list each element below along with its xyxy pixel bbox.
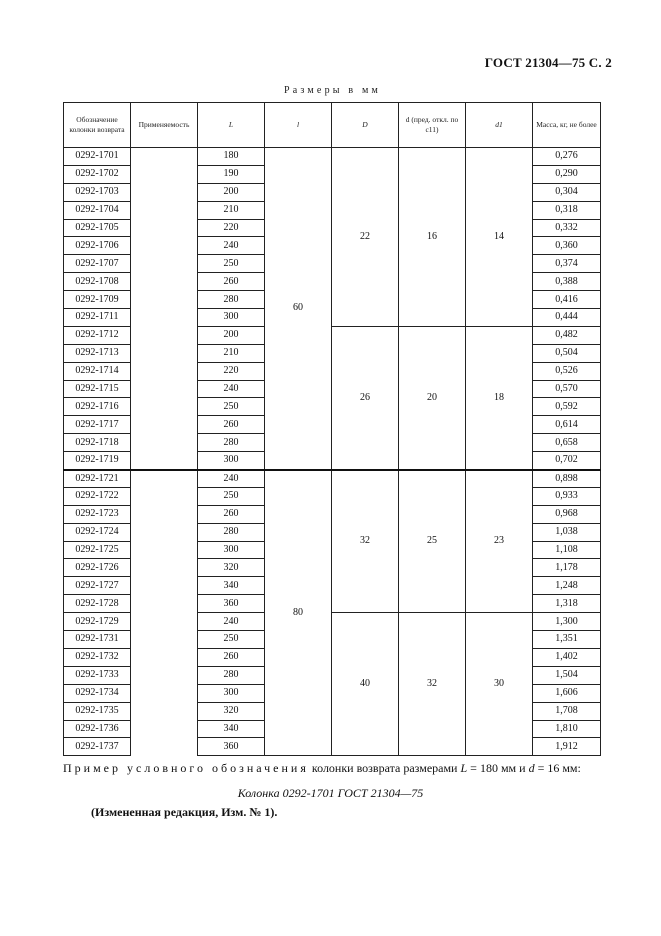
L-cell: 200 — [198, 326, 265, 344]
mass-cell: 0,416 — [533, 291, 601, 309]
L-cell: 210 — [198, 201, 265, 219]
mass-cell: 0,304 — [533, 183, 601, 201]
L-cell: 240 — [198, 380, 265, 398]
mass-cell: 0,592 — [533, 398, 601, 416]
L-cell: 250 — [198, 255, 265, 273]
mass-cell: 0,658 — [533, 434, 601, 452]
L-cell: 280 — [198, 434, 265, 452]
column-header: Применяемость — [131, 103, 198, 148]
d1-cell: 23 — [466, 470, 533, 613]
applicability-cell — [131, 398, 198, 416]
L-cell: 280 — [198, 523, 265, 541]
designation-cell: 0292-1734 — [64, 684, 131, 702]
mass-cell: 1,038 — [533, 523, 601, 541]
L-cell: 190 — [198, 165, 265, 183]
applicability-cell — [131, 219, 198, 237]
mass-cell: 1,810 — [533, 720, 601, 738]
example-lead: Пример условного обозначения — [63, 761, 309, 775]
L-cell: 250 — [198, 398, 265, 416]
designation-cell: 0292-1723 — [64, 505, 131, 523]
designation-cell: 0292-1716 — [64, 398, 131, 416]
mass-cell: 0,444 — [533, 309, 601, 327]
mass-cell: 1,504 — [533, 666, 601, 684]
applicability-cell — [131, 595, 198, 613]
d-cell: 25 — [399, 470, 466, 613]
applicability-cell — [131, 309, 198, 327]
table-row — [64, 470, 601, 488]
designation-cell: 0292-1711 — [64, 309, 131, 327]
applicability-cell — [131, 505, 198, 523]
table-body — [64, 148, 601, 756]
page-header: ГОСТ 21304—75 С. 2 — [484, 55, 612, 70]
designation-cell: 0292-1724 — [64, 523, 131, 541]
designation-cell: 0292-1733 — [64, 666, 131, 684]
applicability-cell — [131, 148, 198, 166]
D-cell: 22 — [332, 148, 399, 327]
applicability-cell — [131, 326, 198, 344]
L-cell: 220 — [198, 362, 265, 380]
L-cell: 340 — [198, 720, 265, 738]
L-cell: 300 — [198, 684, 265, 702]
applicability-cell — [131, 720, 198, 738]
designation-cell: 0292-1707 — [64, 255, 131, 273]
designation-cell: 0292-1736 — [64, 720, 131, 738]
L-cell: 240 — [198, 613, 265, 631]
D-cell: 26 — [332, 326, 399, 469]
L-cell: 250 — [198, 631, 265, 649]
table-row — [64, 148, 601, 166]
applicability-cell — [131, 165, 198, 183]
designation-cell: 0292-1721 — [64, 470, 131, 488]
applicability-cell — [131, 613, 198, 631]
mass-cell: 0,276 — [533, 148, 601, 166]
designation-cell: 0292-1713 — [64, 344, 131, 362]
applicability-cell — [131, 362, 198, 380]
d-cell: 16 — [399, 148, 466, 327]
column-header: L — [198, 103, 265, 148]
mass-cell: 0,318 — [533, 201, 601, 219]
L-cell: 360 — [198, 595, 265, 613]
applicability-cell — [131, 541, 198, 559]
mass-cell: 0,614 — [533, 416, 601, 434]
mass-cell: 0,570 — [533, 380, 601, 398]
applicability-cell — [131, 684, 198, 702]
mass-cell: 0,933 — [533, 487, 601, 505]
table-header-row — [64, 103, 601, 148]
applicability-cell — [131, 648, 198, 666]
designation-cell: 0292-1715 — [64, 380, 131, 398]
designation-cell: 0292-1709 — [64, 291, 131, 309]
L-cell: 300 — [198, 452, 265, 470]
applicability-cell — [131, 416, 198, 434]
applicability-cell — [131, 237, 198, 255]
mass-cell: 1,178 — [533, 559, 601, 577]
applicability-cell — [131, 344, 198, 362]
applicability-cell — [131, 631, 198, 649]
designation-cell: 0292-1701 — [64, 148, 131, 166]
applicability-cell — [131, 470, 198, 488]
designation-line: Колонка 0292-1701 ГОСТ 21304—75 — [237, 786, 424, 800]
d-cell: 20 — [399, 326, 466, 469]
L-symbol: L — [460, 761, 468, 775]
mass-cell: 1,108 — [533, 541, 601, 559]
designation-cell: 0292-1727 — [64, 577, 131, 595]
l-cell: 80 — [265, 470, 332, 756]
designation-cell: 0292-1731 — [64, 631, 131, 649]
L-cell: 280 — [198, 666, 265, 684]
applicability-cell — [131, 559, 198, 577]
l-cell: 60 — [265, 148, 332, 470]
designation-cell: 0292-1718 — [64, 434, 131, 452]
applicability-cell — [131, 380, 198, 398]
mass-cell: 0,482 — [533, 326, 601, 344]
L-cell: 210 — [198, 344, 265, 362]
mass-cell: 0,388 — [533, 273, 601, 291]
applicability-cell — [131, 577, 198, 595]
mass-cell: 0,526 — [533, 362, 601, 380]
designation-cell: 0292-1722 — [64, 487, 131, 505]
dimensions-table — [63, 102, 601, 756]
L-cell: 260 — [198, 648, 265, 666]
column-header: Обозначение колонки возврата — [64, 103, 131, 148]
L-cell: 360 — [198, 738, 265, 756]
mass-cell: 1,606 — [533, 684, 601, 702]
mass-cell: 1,912 — [533, 738, 601, 756]
mass-cell: 0,290 — [533, 165, 601, 183]
applicability-cell — [131, 201, 198, 219]
designation-cell: 0292-1712 — [64, 326, 131, 344]
applicability-cell — [131, 702, 198, 720]
L-cell: 240 — [198, 470, 265, 488]
column-header: Масса, кг, не более — [533, 103, 601, 148]
designation-cell: 0292-1719 — [64, 452, 131, 470]
table-row — [64, 613, 601, 631]
column-header: D — [332, 103, 399, 148]
example-text: = 16 мм: — [534, 761, 581, 775]
L-cell: 300 — [198, 309, 265, 327]
L-cell: 240 — [198, 237, 265, 255]
designation-cell: 0292-1714 — [64, 362, 131, 380]
mass-cell: 1,248 — [533, 577, 601, 595]
applicability-cell — [131, 291, 198, 309]
designation-cell: 0292-1706 — [64, 237, 131, 255]
D-cell: 32 — [332, 470, 399, 613]
mass-cell: 0,898 — [533, 470, 601, 488]
designation-cell: 0292-1708 — [64, 273, 131, 291]
mass-cell: 0,374 — [533, 255, 601, 273]
designation-cell: 0292-1726 — [64, 559, 131, 577]
applicability-cell — [131, 738, 198, 756]
d-cell: 32 — [399, 613, 466, 756]
designation-cell: 0292-1732 — [64, 648, 131, 666]
designation-cell: 0292-1717 — [64, 416, 131, 434]
mass-cell: 1,402 — [533, 648, 601, 666]
designation-cell: 0292-1737 — [64, 738, 131, 756]
table-caption: Размеры в мм — [284, 85, 382, 96]
mass-cell: 1,300 — [533, 613, 601, 631]
L-cell: 250 — [198, 487, 265, 505]
mass-cell: 0,360 — [533, 237, 601, 255]
mass-cell: 1,708 — [533, 702, 601, 720]
applicability-cell — [131, 183, 198, 201]
example-text: = 180 мм и — [467, 761, 529, 775]
applicability-cell — [131, 273, 198, 291]
designation-example — [63, 761, 601, 775]
designation-cell: 0292-1725 — [64, 541, 131, 559]
applicability-cell — [131, 452, 198, 470]
mass-cell: 1,351 — [533, 631, 601, 649]
mass-cell: 1,318 — [533, 595, 601, 613]
column-header: d1 — [466, 103, 533, 148]
L-cell: 260 — [198, 505, 265, 523]
amendment-note: (Измененная редакция, Изм. № 1). — [91, 805, 278, 819]
applicability-cell — [131, 523, 198, 541]
d1-cell: 30 — [466, 613, 533, 756]
L-cell: 220 — [198, 219, 265, 237]
L-cell: 340 — [198, 577, 265, 595]
applicability-cell — [131, 255, 198, 273]
applicability-cell — [131, 666, 198, 684]
L-cell: 200 — [198, 183, 265, 201]
designation-cell: 0292-1702 — [64, 165, 131, 183]
designation-cell: 0292-1729 — [64, 613, 131, 631]
d1-cell: 18 — [466, 326, 533, 469]
designation-cell: 0292-1735 — [64, 702, 131, 720]
mass-cell: 0,968 — [533, 505, 601, 523]
mass-cell: 0,332 — [533, 219, 601, 237]
table-row — [64, 326, 601, 344]
designation-cell: 0292-1704 — [64, 201, 131, 219]
d1-cell: 14 — [466, 148, 533, 327]
designation-cell: 0292-1705 — [64, 219, 131, 237]
column-header: d (пред. откл. по c11) — [399, 103, 466, 148]
L-cell: 280 — [198, 291, 265, 309]
D-cell: 40 — [332, 613, 399, 756]
L-cell: 180 — [198, 148, 265, 166]
column-header: l — [265, 103, 332, 148]
d-symbol: d — [528, 761, 535, 775]
L-cell: 320 — [198, 702, 265, 720]
mass-cell: 0,702 — [533, 452, 601, 470]
L-cell: 260 — [198, 416, 265, 434]
designation-cell: 0292-1728 — [64, 595, 131, 613]
applicability-cell — [131, 434, 198, 452]
L-cell: 320 — [198, 559, 265, 577]
designation-cell: 0292-1703 — [64, 183, 131, 201]
applicability-cell — [131, 487, 198, 505]
mass-cell: 0,504 — [533, 344, 601, 362]
example-text: колонки возврата размерами — [308, 761, 461, 775]
L-cell: 260 — [198, 273, 265, 291]
L-cell: 300 — [198, 541, 265, 559]
